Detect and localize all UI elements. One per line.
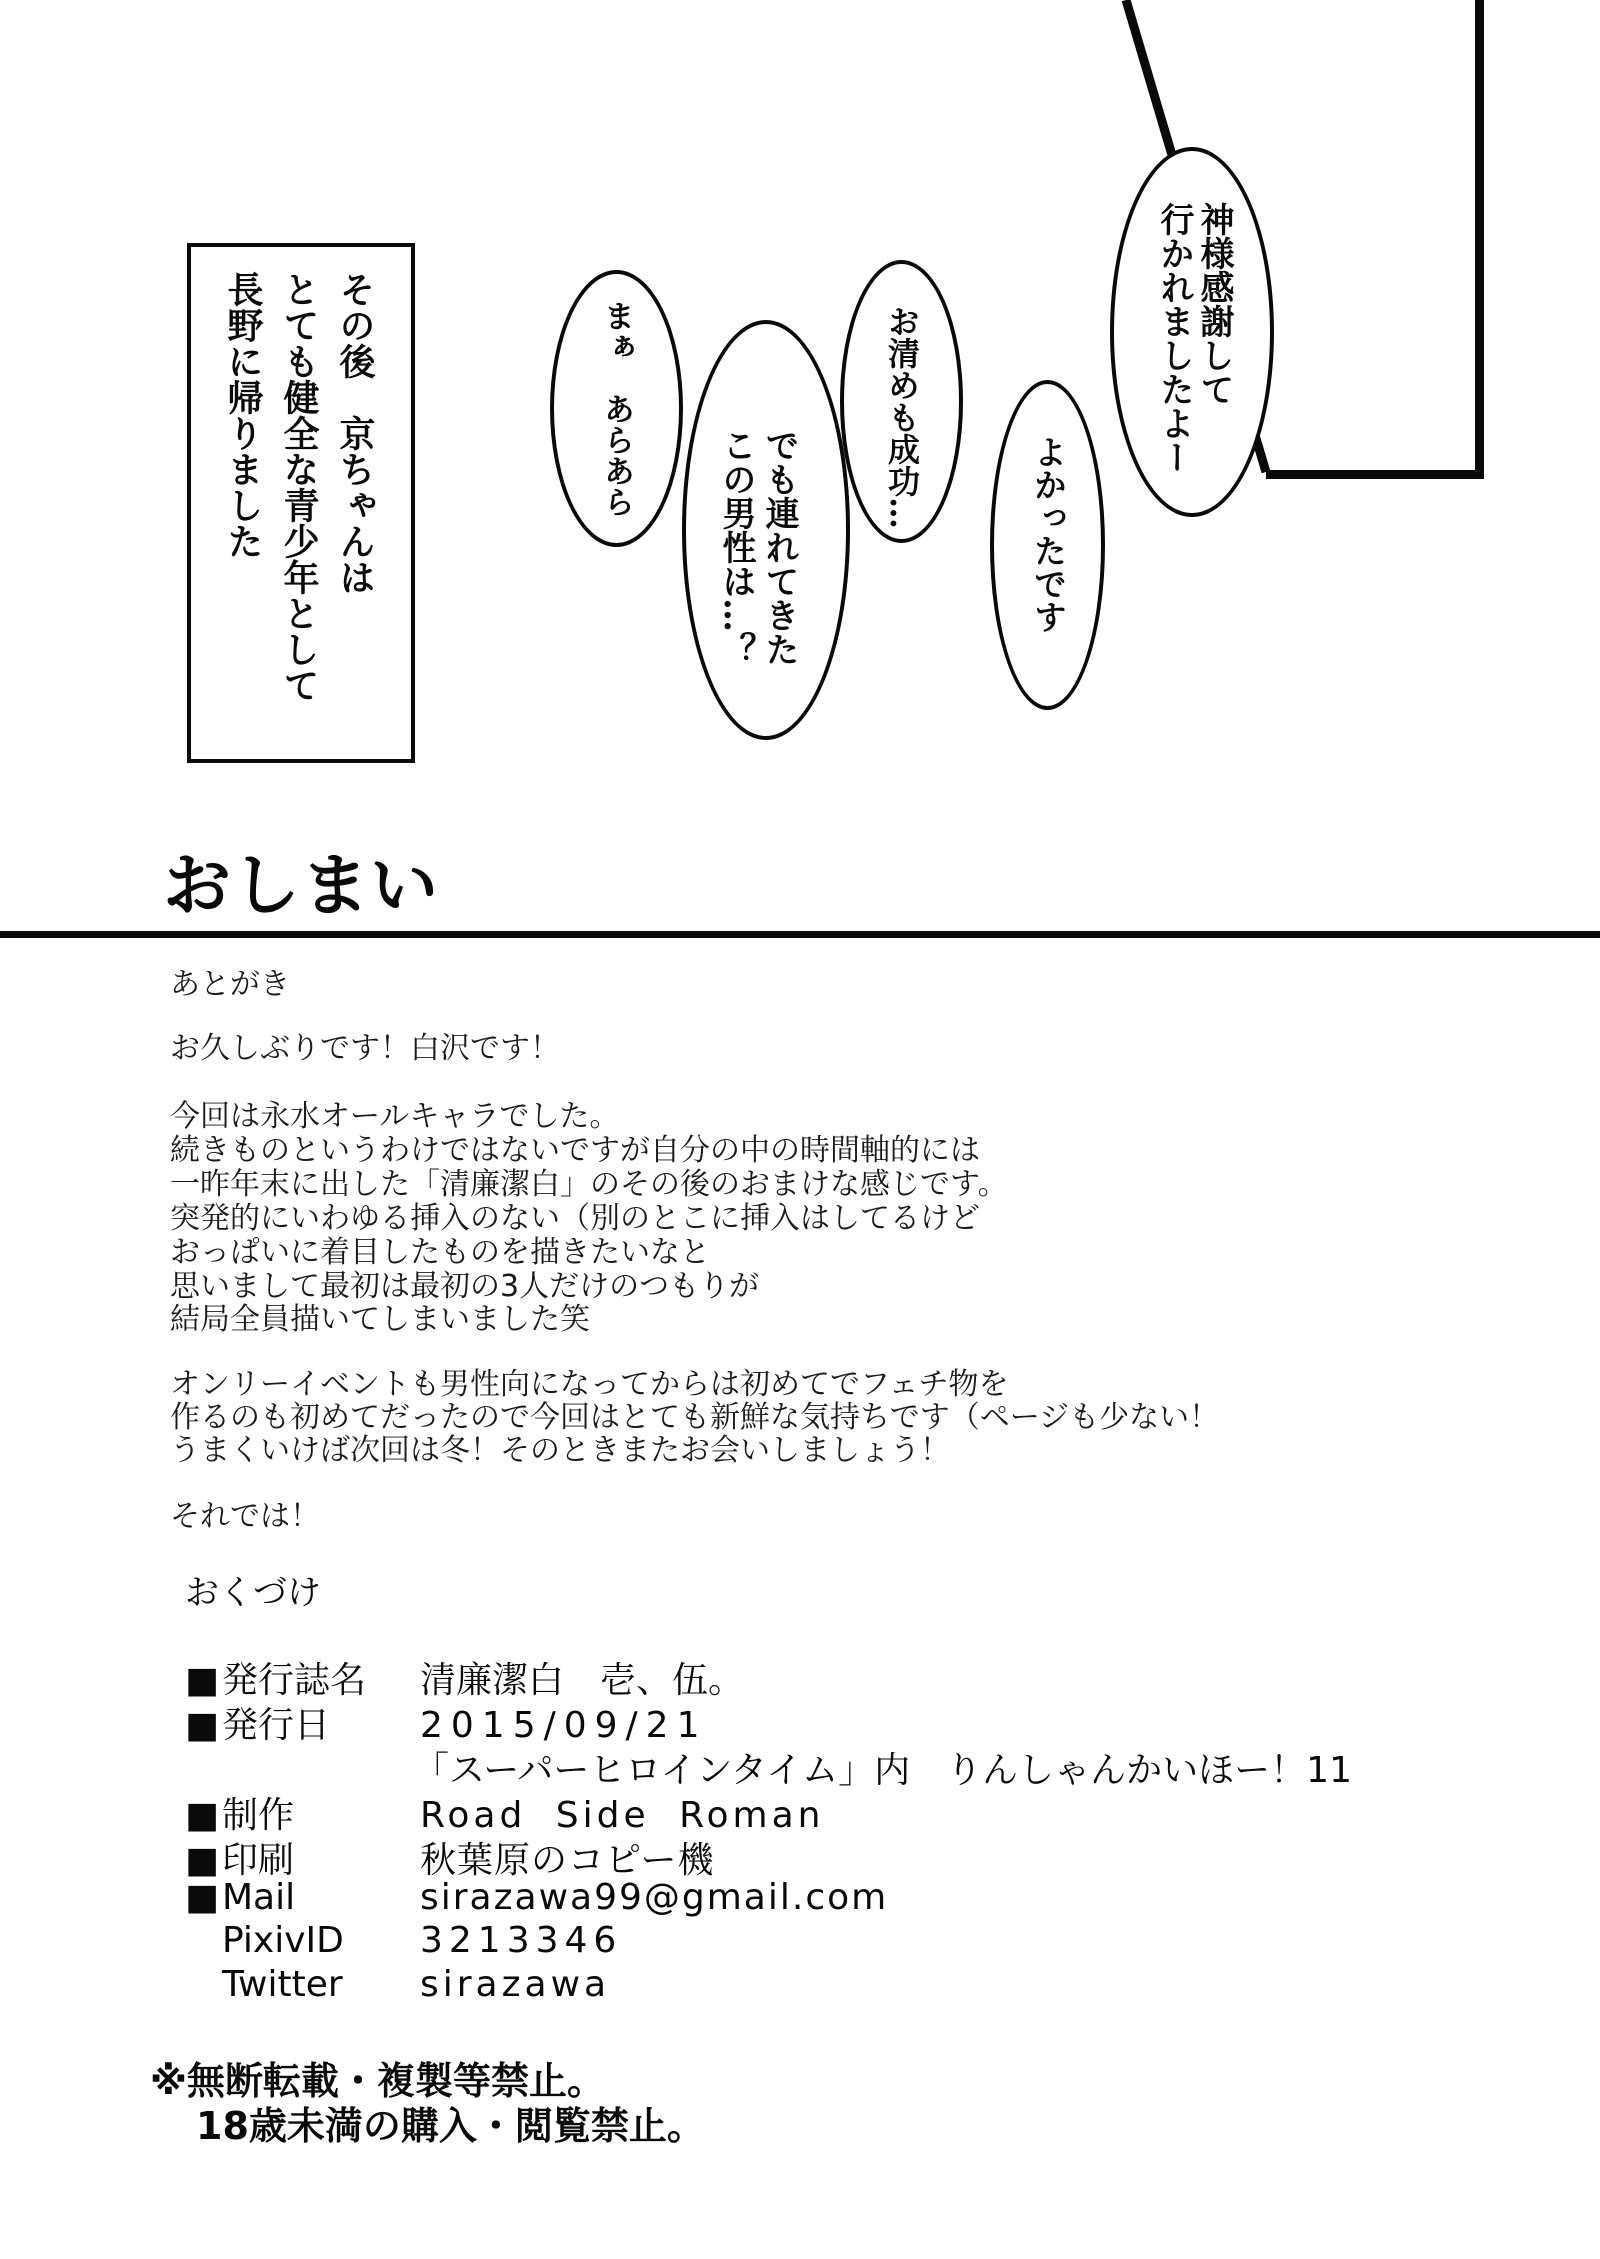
afterword-greeting: お久しぶりです！白沢です！: [170, 1031, 560, 1066]
colophon-value: sirazawa: [420, 1964, 611, 2005]
afterword-line: 今回は永水オールキャラでした。: [170, 1099, 620, 1134]
afterword-heading: あとがき: [170, 967, 290, 1002]
colophon-label: 制作: [222, 1795, 295, 1836]
colophon-row-twitter: [185, 1964, 610, 2005]
colophon-row-pixiv: [185, 1920, 622, 1961]
colophon-value: Road Side Roman: [420, 1795, 825, 1836]
bullet-square: ■: [185, 1660, 220, 1701]
speech-line: でも連れてきた: [759, 428, 799, 666]
speech-line: 神様感謝して: [1194, 202, 1234, 406]
afterword-line: 作るのも初めてだったので今回はとても新鮮な気持ちです（ページも少ない！: [170, 1400, 1220, 1435]
speech-text-yokatta: [1028, 435, 1068, 633]
afterword-line: 思いまして最初は最初の3人だけのつもりが: [170, 1269, 760, 1304]
bullet-square: ■: [185, 1705, 220, 1746]
notice-age-restriction: 18歳未満の購入・閲覧禁止。: [196, 2104, 705, 2148]
narration-line: 長野に帰りました: [222, 271, 264, 559]
colophon-label: Mail: [222, 1877, 296, 1918]
panel-bottom-border: [1266, 470, 1484, 479]
speech-line: お清めも成功…: [883, 305, 921, 529]
afterword-line: オンリーイベントも男性向になってからは初めてでフェチ物を: [170, 1367, 1009, 1402]
afterword-line: 結局全員描いてしまいました笑: [170, 1302, 590, 1337]
panel-right-border: [1475, 0, 1484, 479]
colophon-value: 秋葉原のコピー機: [420, 1840, 715, 1881]
colophon-row-title: [185, 1652, 744, 1703]
colophon-value: sirazawa99@gmail.com: [420, 1877, 889, 1918]
end-label: おしまい: [163, 846, 440, 926]
speech-text-maa: [598, 300, 634, 517]
colophon-row-mail: [185, 1877, 888, 1918]
bullet-square: ■: [185, 1795, 220, 1836]
colophon-value: 清廉潔白 壱、伍。: [420, 1660, 745, 1701]
colophon-label: 発行日: [222, 1705, 331, 1746]
narration-text: [215, 271, 383, 751]
afterword-line: うまくいけば次回は冬！そのときまたお会いしましょう！: [170, 1433, 950, 1468]
afterword-line: 続きものというわけではないですが自分の中の時間軸的には: [170, 1133, 980, 1168]
afterword-closing: それでは！: [170, 1499, 320, 1534]
narration-line: とても健全な青少年として: [278, 271, 320, 703]
colophon-label: 発行誌名: [222, 1660, 367, 1701]
afterword-line: おっぱいに着目したものを描きたいなと: [170, 1235, 710, 1270]
colophon-row-printing: [185, 1832, 715, 1883]
afterword-line: 突発的にいわゆる挿入のない（別のとこに挿入はしてるけど: [170, 1201, 980, 1236]
colophon-label: PixivID: [222, 1920, 344, 1961]
colophon-heading: おくづけ: [185, 1573, 321, 1613]
speech-text-demo: [714, 428, 800, 666]
colophon-value: 2015/09/21: [420, 1705, 708, 1746]
colophon-row-date: [185, 1697, 708, 1748]
speech-line: まぁ あらあら: [598, 300, 634, 517]
narration-line: その後 京ちゃんは: [334, 271, 376, 595]
speech-line: この男性は…？: [716, 428, 756, 666]
afterword-line: 一昨年末に出した「清廉潔白」のその後のおまけな感じです。: [170, 1167, 1008, 1202]
speech-text-kamisama: [1154, 202, 1234, 474]
bullet-square: ■: [185, 1840, 220, 1881]
colophon-row-production: [185, 1787, 824, 1838]
section-divider: [0, 931, 1600, 938]
notice-no-reproduction: ※無断転載・複製等禁止。: [150, 2059, 605, 2103]
colophon-label: Twitter: [222, 1964, 343, 2005]
speech-line: よかったです: [1029, 435, 1068, 633]
speech-line: 行かれましたよー: [1154, 202, 1194, 474]
speech-text-okiyome: [883, 305, 921, 529]
bullet-square: ■: [185, 1877, 220, 1918]
colophon-event-line: 「スーパーヒロインタイム」内 りんしゃんかいほー！11: [413, 1750, 1352, 1791]
colophon-label: 印刷: [222, 1840, 295, 1881]
colophon-value: 3213346: [420, 1920, 623, 1961]
